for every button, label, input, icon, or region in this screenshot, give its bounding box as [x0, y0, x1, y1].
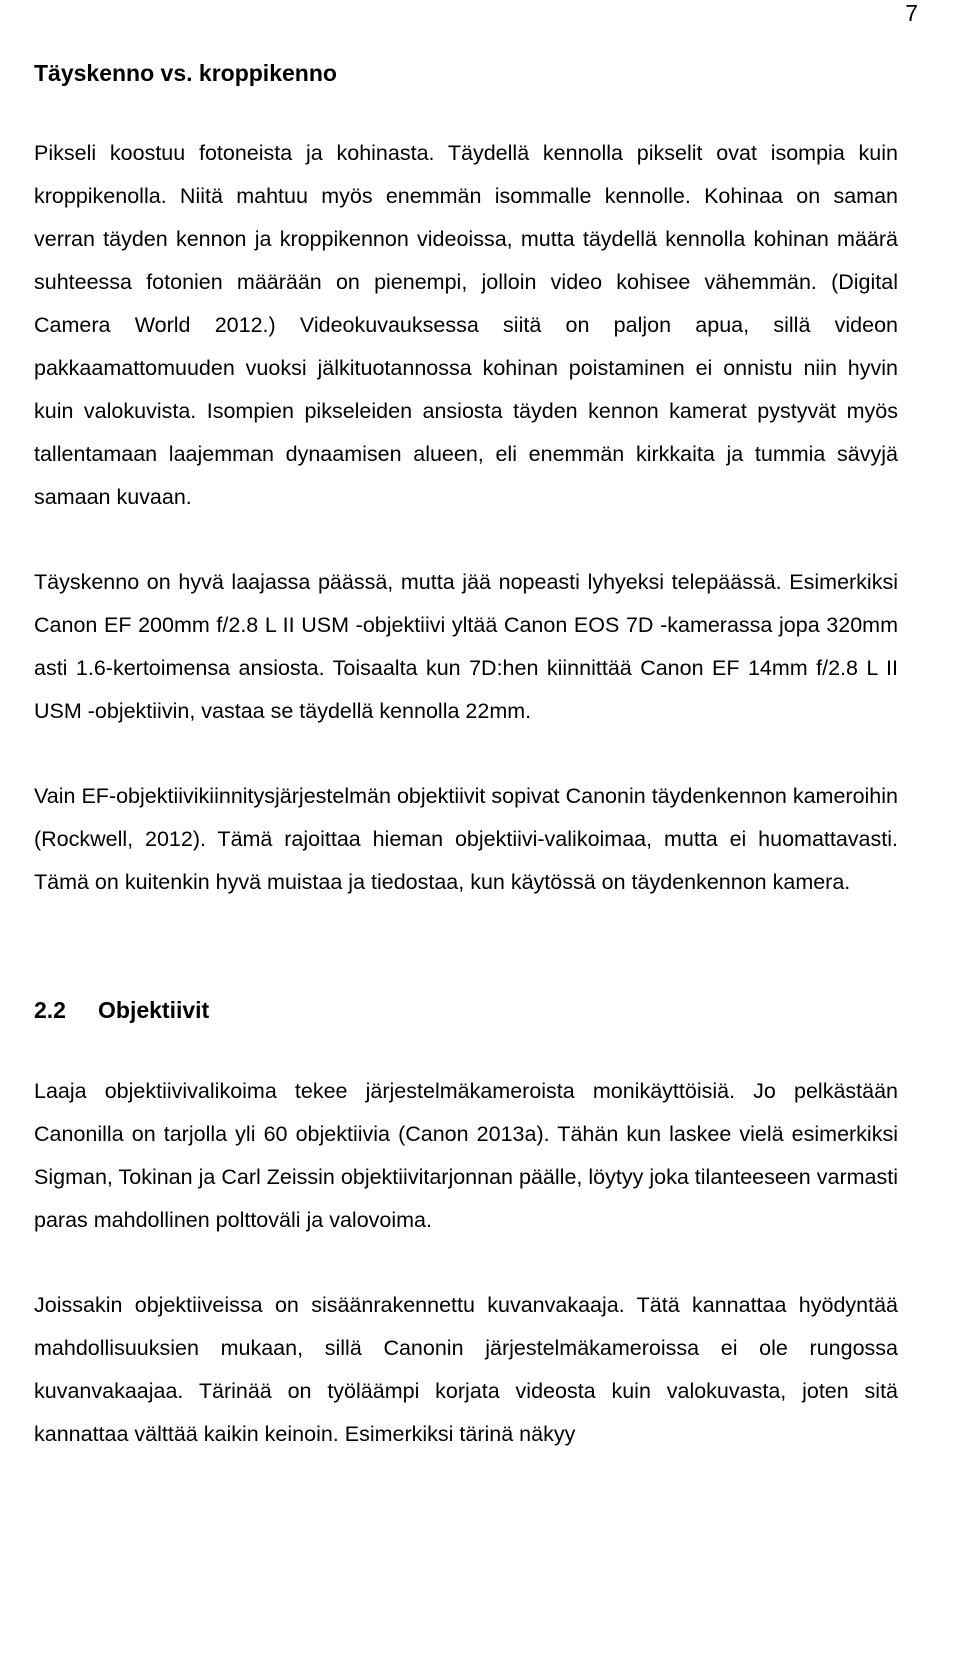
- subheading-full-frame-vs-crop: Täyskenno vs. kroppikenno: [34, 60, 337, 86]
- paragraph-lens-selection: Laaja objektiivivalikoima tekee järjestelmäkameroista monikäyttöisiä. Jo pelkästään Canonilla on tarjolla yli 60 objektiivia (Canon 2013a). Tähän kun laskee vielä esimerkiksi Sigman, Tokinan ja Carl Zeissin objektiivitarjonnan päälle, löytyy joka tilanteeseen varmasti paras mahdollinen polttoväli ja valovoima.: [34, 1079, 898, 1232]
- section-number: 2.2: [34, 997, 66, 1023]
- paragraph-ef-mount: Vain EF-objektiivikiinnitysjärjestelmän objektiivit sopivat Canonin täydenkennon kameroihin (Rockwell, 2012). Tämä rajoittaa hieman objektiivi-valikoimaa, mutta ei huomattavasti. Tämä on kuitenkin hyvä muistaa ja tiedostaa, kun käytössä on täydenkennon kamera.: [34, 784, 898, 894]
- page-number: 7: [905, 0, 918, 26]
- page-content: [34, 52, 898, 1456]
- paragraph-image-stabilizer: Joissakin objektiiveissa on sisäänrakennettu kuvanvakaaja. Tätä kannattaa hyödyntää mahdollisuuksien mukaan, sillä Canonin järjestelmäkameroissa ei ole rungossa kuvanvakaajaa. Tärinää on työläämpi korjata videosta kuin valokuvasta, joten sitä kannattaa välttää kaikin keinoin. Esimerkiksi tärinä näkyy: [34, 1293, 898, 1446]
- paragraph-pixel-noise: Pikseli koostuu fotoneista ja kohinasta. Täydellä kennolla pikselit ovat isompia kuin kroppikenolla. Niitä mahtuu myös enemmän isommalle kennolle. Kohinaa on saman verran täyden kennon ja kroppikennon videoissa, mutta täydellä kennolla kohinan määrä suhteessa fotonien määrään on pienempi, jolloin video kohisee vähemmän. (Digital Camera World 2012.) Videokuvauksessa siitä on paljon apua, sillä videon pakkaamattomuuden vuoksi jälkituotannossa kohinan poistaminen ei onnistu niin hyvin kuin valokuvista. Isompien pikseleiden ansiosta täyden kennon kamerat pystyvät myös tallentamaan laajemman dynaamisen alueen, eli enemmän kirkkaita ja tummia sävyjä samaan kuvaan.: [34, 141, 898, 509]
- section-title: Objektiivit: [98, 997, 210, 1023]
- paragraph-focal-length: Täyskenno on hyvä laajassa päässä, mutta jää nopeasti lyhyeksi telepäässä. Esimerkiksi Canon EF 200mm f/2.8 L II USM -objektiivi yltää Canon EOS 7D -kamerassa jopa 320mm asti 1.6-kertoimensa ansiosta. Toisaalta kun 7D:hen kiinnittää Canon EF 14mm f/2.8 L II USM -objektiivin, vastaa se täydellä kennolla 22mm.: [34, 570, 898, 723]
- section-heading: [34, 988, 898, 1032]
